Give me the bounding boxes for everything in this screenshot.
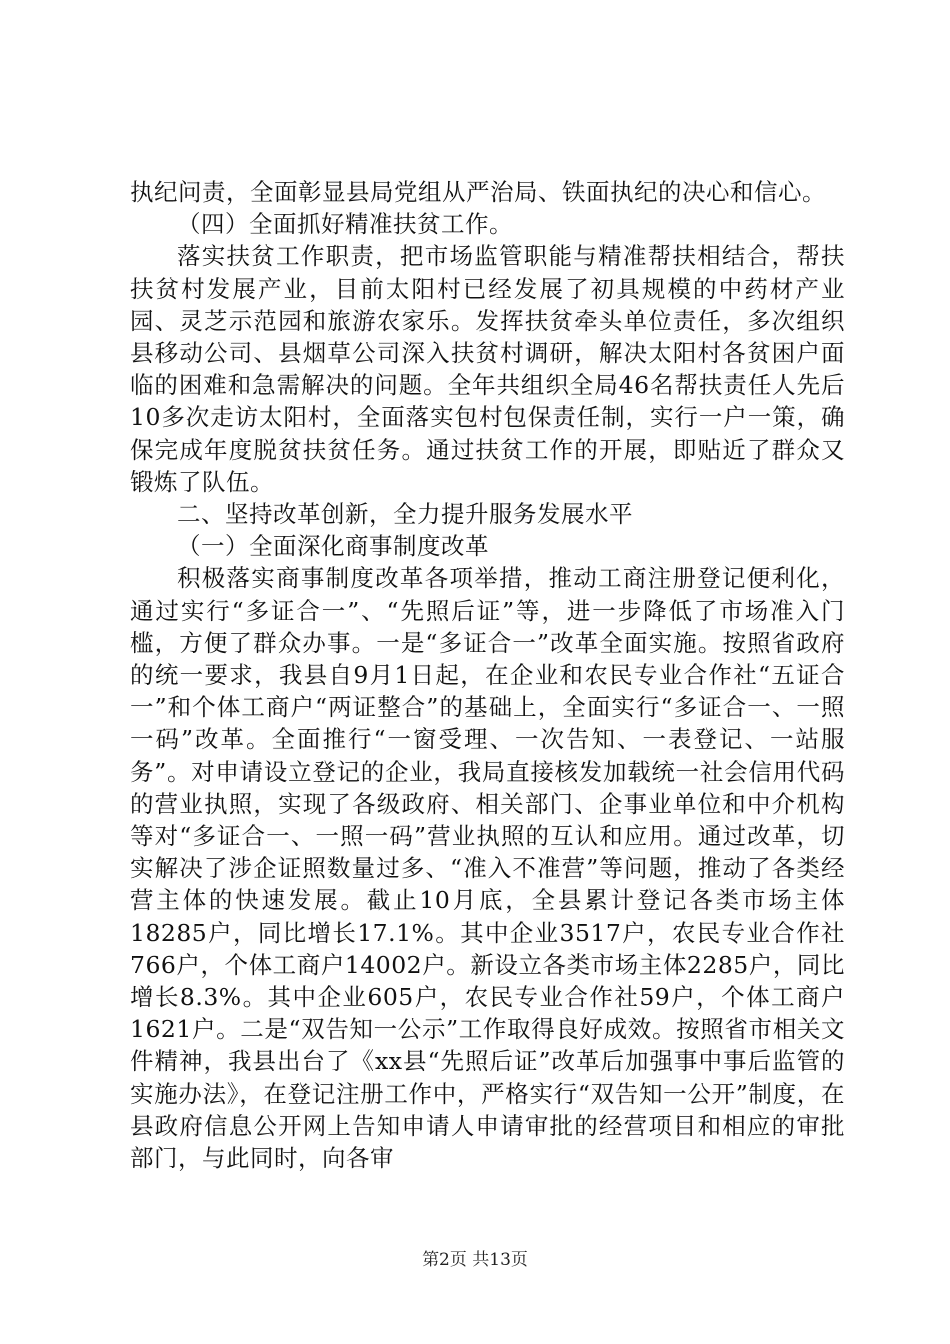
document-body bbox=[130, 176, 845, 1174]
paragraph-poverty-alleviation: 落实扶贫工作职责，把市场监管职能与精准帮扶相结合，帮扶扶贫村发展产业，目前太阳村已经发展了初具规模的中药材产业园、灵芝示范园和旅游农家乐。发挥扶贫牵头单位责任，多次组织县移动公司、县烟草公司深入扶贫村调研，解决太阳村各贫困户面临的困难和急需解决的问题。全年共组织全局46名帮扶责任人先后10多次走访太阳村，全面落实包村包保责任制，实行一户一策，确保完成年度脱贫扶贫任务。通过扶贫工作的开展，即贴近了群众又锻炼了队伍。 bbox=[130, 242, 845, 496]
paragraph-continuation: 执纪问责，全面彰显县局党组从严治局、铁面执纪的决心和信心。 bbox=[130, 178, 826, 206]
paragraph-commercial-reform: 积极落实商事制度改革各项举措，推动工商注册登记便利化，通过实行“多证合一”、“先照后证”等，进一步降低了市场准入门槛，方便了群众办事。一是“多证合一”改革全面实施。按照省政府的统一要求，我县自9月1日起，在企业和农民专业合作社“五证合一”和个体工商户“两证整合”的基础上，全面实行“多证合一、一照一码”改革。全面推行“一窗受理、一次告知、一表登记、一站服务”。对申请设立登记的企业，我局直接核发加载统一社会信用代码的营业执照，实现了各级政府、相关部门、企事业单位和中介机构等对“多证合一、一照一码”营业执照的互认和应用。通过改革，切实解决了涉企证照数量过多、“准入不准营”等问题，推动了各类经营主体的快速发展。截止10月底，全县累计登记各类市场主体18285户，同比增长17.1%。其中企业3517户，农民专业合作社766户，个体工商户14002户。新设立各类市场主体2285户，同比增长8.3%。其中企业605户，农民专业合作社59户，个体工商户1621户。二是“双告知一公示”工作取得良好成效。按照省市相关文件精神，我县出台了《xx县“先照后证”改革后加强事中事后监管的实施办法》，在登记注册工作中，严格实行“双告知一公开”制度，在县政府信息公开网上告知申请人申请审批的经营项目和相应的审批部门，与此同时，向各审 bbox=[130, 564, 845, 1173]
page-number: 第2页 共13页 bbox=[422, 1250, 528, 1270]
page-footer bbox=[0, 1245, 950, 1270]
section-heading-poverty-alleviation: （四）全面抓好精准扶贫工作。 bbox=[177, 210, 513, 239]
section-heading-reform-innovation: 二、坚持改革创新，全力提升服务发展水平 bbox=[177, 500, 633, 529]
subsection-heading-commercial-reform: （一）全面深化商事制度改革 bbox=[177, 532, 489, 561]
